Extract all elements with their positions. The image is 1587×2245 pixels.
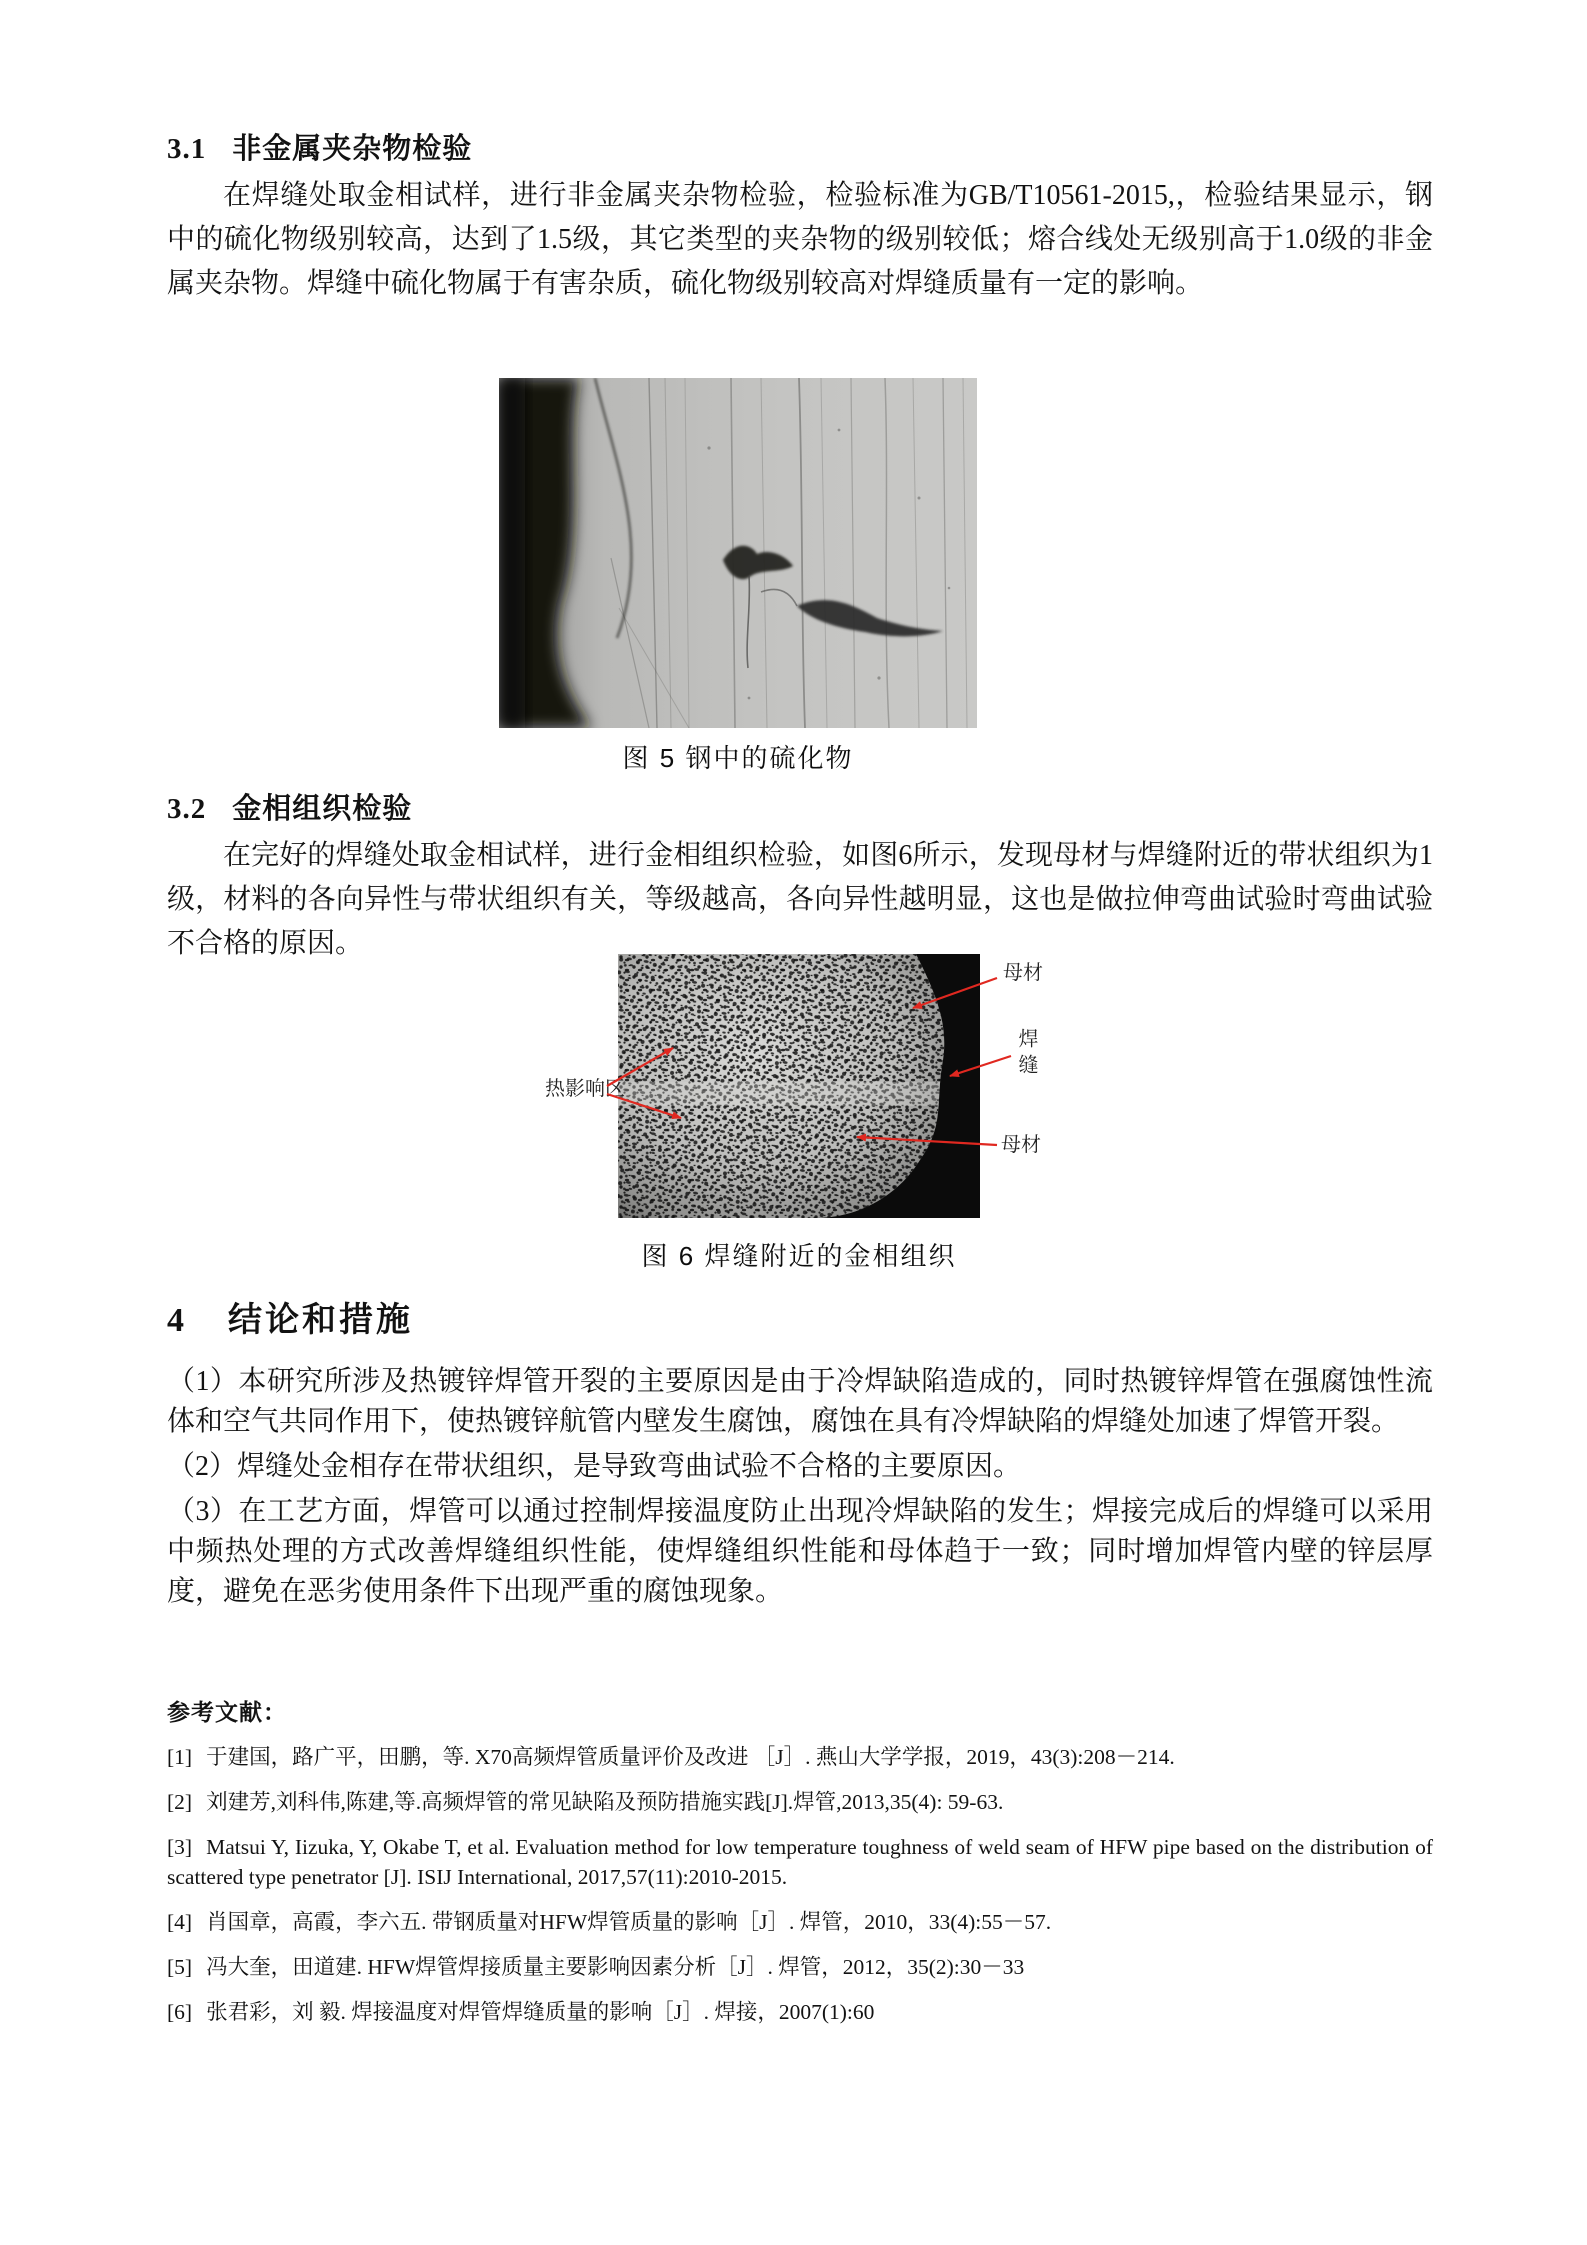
figure5-micrograph — [499, 378, 977, 728]
section-number: 3.2 — [167, 793, 207, 825]
section-heading-3-2 — [167, 786, 412, 827]
reference-text: Matsui Y, Iizuka, Y, Okabe T, et al. Evaluation method for low temperature toughness of weld seam of HFW pipe based on the distribution of scattered type penetrator [J]. ISIJ International, 2017,57(11):2010-2015. — [167, 1835, 1433, 1889]
section-title: 非金属夹杂物检验 — [232, 133, 473, 165]
reference-item — [167, 1742, 1433, 1772]
references-list — [167, 1742, 1433, 2042]
reference-number: [5] — [167, 1955, 193, 1979]
section-title: 金相组织检验 — [232, 793, 413, 825]
references-heading: 参考文献： — [167, 1699, 287, 1725]
conclusion-item-3: （3）在工艺方面，焊管可以通过控制焊接温度防止出现冷焊缺陷的发生；焊接完成后的焊缝可以采用中频热处理的方式改善焊缝组织性能，使焊缝组织性能和母体趋于一致；同时增加焊管内壁的锌层厚度，避免在恶劣使用条件下出现严重的腐蚀现象。 — [167, 1496, 1433, 1607]
figure6-annotated — [545, 944, 1069, 1236]
section-title: 结论和措施 — [228, 1302, 413, 1339]
reference-text: 张君彩，刘 毅. 焊接温度对焊管焊缝质量的影响［J］. 焊接，2007(1):60 — [206, 2000, 875, 2024]
reference-text: 冯大奎，田道建. HFW焊管焊接质量主要影响因素分析［J］. 焊管，2012，35(2):30－33 — [206, 1955, 1025, 1979]
conclusion-item-1: （1）本研究所涉及热镀锌焊管开裂的主要原因是由于冷焊缺陷造成的，同时热镀锌焊管在强腐蚀性流体和空气共同作用下，使热镀锌航管内壁发生腐蚀，腐蚀在具有冷焊缺陷的焊缝处加速了焊管开裂。 — [167, 1366, 1433, 1437]
reference-item — [167, 1952, 1433, 1982]
figure6-caption: 图 6 焊缝附近的金相组织 — [641, 1241, 957, 1271]
sulfide-micrograph-image — [499, 378, 977, 728]
figure5-caption: 图 5 钢中的硫化物 — [622, 743, 854, 773]
weld-microstructure-image — [618, 954, 980, 1218]
reference-item — [167, 1997, 1433, 2027]
reference-number: [2] — [167, 1790, 193, 1814]
reference-number: [1] — [167, 1745, 193, 1769]
reference-item — [167, 1787, 1433, 1817]
annotation-label-haz: 热影响区 — [545, 1078, 625, 1100]
annotation-label-parent-top: 母材 — [1003, 962, 1043, 984]
reference-text: 于建国，路广平，田鹏，等. X70高频焊管质量评价及改进 ［J］. 燕山大学学报，2019，43(3):208－214. — [206, 1745, 1175, 1769]
reference-item — [167, 1832, 1433, 1892]
reference-number: [4] — [167, 1910, 193, 1934]
conclusion-item-2: （2）焊缝处金相存在带状组织，是导致弯曲试验不合格的主要原因。 — [167, 1451, 1022, 1482]
annotation-label-parent-bottom: 母材 — [1001, 1134, 1041, 1156]
figure6-micrograph — [618, 954, 980, 1218]
conclusions — [167, 1362, 1433, 1617]
reference-text: 肖国章，高霞，李六五. 带钢质量对HFW焊管质量的影响［J］. 焊管，2010，33(4):55－57. — [206, 1910, 1052, 1934]
reference-text: 刘建芳,刘科伟,陈建,等.高频焊管的常见缺陷及预防措施实践[J].焊管,2013,35(4): 59-63. — [206, 1790, 1004, 1814]
section-heading-4 — [167, 1292, 413, 1341]
paragraph-3-1: 在焊缝处取金相试样，进行非金属夹杂物检验，检验标准为GB/T10561-2015,，检验结果显示，钢中的硫化物级别较高，达到了1.5级，其它类型的夹杂物的级别较低；熔合线处无级别高于1.0级的非金属夹杂物。焊缝中硫化物属于有害杂质，硫化物级别较高对焊缝质量有一定的影响。 — [167, 180, 1433, 299]
section-number: 4 — [167, 1302, 184, 1339]
paragraph-3-2: 在完好的焊缝处取金相试样，进行金相组织检验，如图6所示，发现母材与焊缝附近的带状组织为1级，材料的各向异性与带状组织有关，等级越高，各向异性越明显，这也是做拉伸弯曲试验时弯曲试验不合格的原因。 — [167, 840, 1433, 959]
annotation-label-weld: 焊缝 — [1015, 1028, 1037, 1080]
reference-number: [3] — [167, 1835, 193, 1859]
reference-item — [167, 1907, 1433, 1937]
section-heading-3-1 — [167, 126, 472, 167]
reference-number: [6] — [167, 2000, 193, 2024]
section-number: 3.1 — [167, 133, 207, 165]
